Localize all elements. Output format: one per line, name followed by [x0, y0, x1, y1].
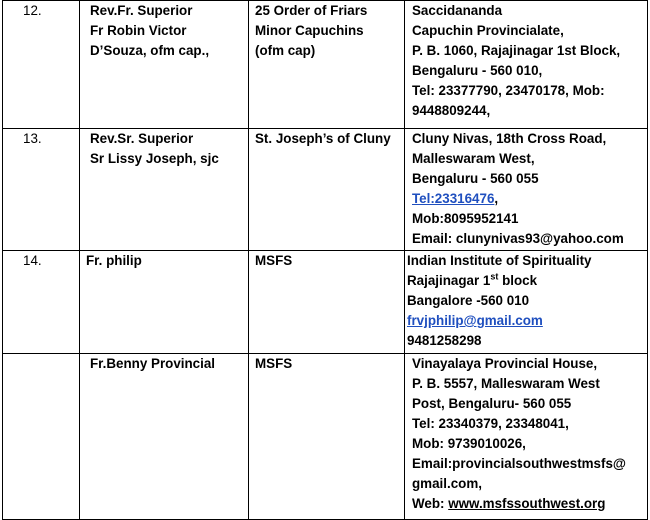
row-number: 14.	[3, 251, 80, 354]
contact-name-cell	[80, 354, 249, 520]
table-row	[3, 251, 648, 354]
address-line: gmail.com,	[412, 476, 482, 491]
name-line: Rev.Sr. Superior	[90, 131, 194, 146]
address-line: Tel: 23377790, 23470178, Mob:	[412, 83, 605, 98]
address-line: Capuchin Provincialate,	[412, 23, 564, 38]
name-line: Fr.Benny Provincial	[90, 356, 216, 371]
email-link[interactable]: frvjphilip@gmail.com	[407, 313, 543, 328]
address-cell	[405, 251, 648, 354]
order-line: St. Joseph’s of Cluny	[255, 131, 391, 146]
address-line: Mob:8095952141	[412, 211, 519, 226]
table-row	[3, 129, 648, 251]
address-cell	[405, 129, 648, 251]
contact-name-cell	[80, 251, 249, 354]
phone-link[interactable]: Tel:23316476	[412, 191, 495, 206]
address-line: P. B. 1060, Rajajinagar 1st Block,	[412, 43, 621, 58]
address-line: Email:provincialsouthwestmsfs@	[412, 456, 626, 471]
address-line: Tel: 23340379, 23348041,	[412, 416, 569, 431]
web-line: Web: www.msfssouthwest.org	[412, 496, 606, 511]
phone-line: Tel:23316476,	[412, 191, 499, 206]
address-line: Rajajinagar 1st block	[407, 271, 538, 288]
address-line: Malleswaram West,	[412, 151, 535, 166]
name-line: Sr Lissy Joseph, sjc	[90, 151, 219, 166]
address-cell	[405, 1, 648, 129]
address-line: Email: clunynivas93@yahoo.com	[412, 231, 624, 246]
order-line: MSFS	[255, 356, 293, 371]
order-line: Minor Capuchins	[255, 23, 364, 38]
address-line: Post, Bengaluru- 560 055	[412, 396, 572, 411]
row-number	[3, 354, 80, 520]
address-line: Bengaluru - 560 010,	[412, 63, 543, 78]
order-line: MSFS	[255, 253, 293, 268]
order-cell	[249, 354, 405, 520]
contact-name-cell	[80, 129, 249, 251]
address-cell	[405, 354, 648, 520]
name-line: Rev.Fr. Superior	[90, 3, 193, 18]
name-line: D’Souza, ofm cap.,	[90, 43, 210, 58]
address-line: Vinayalaya Provincial House,	[412, 356, 598, 371]
address-line: Cluny Nivas, 18th Cross Road,	[412, 131, 607, 146]
address-line: P. B. 5557, Malleswaram West	[412, 376, 600, 391]
contacts-table	[2, 0, 648, 520]
name-line: Fr Robin Victor	[90, 23, 187, 38]
address-line: 9481258298	[407, 333, 482, 348]
address-line: Bengaluru - 560 055	[412, 171, 539, 186]
address-line: Indian Institute of Spirituality	[407, 253, 592, 268]
order-cell	[249, 251, 405, 354]
table-row	[3, 354, 648, 520]
address-line: Saccidananda	[412, 3, 503, 18]
address-line: 9448809244,	[412, 103, 491, 118]
email-line	[407, 311, 647, 331]
website-link[interactable]: www.msfssouthwest.org	[448, 496, 606, 511]
table-row	[3, 1, 648, 129]
order-cell	[249, 129, 405, 251]
row-number: 13.	[3, 129, 80, 251]
address-line: Bangalore -560 010	[407, 293, 530, 308]
order-cell	[249, 1, 405, 129]
address-line: Mob: 9739010026,	[412, 436, 526, 451]
row-number: 12.	[3, 1, 80, 129]
contact-name-cell	[80, 1, 249, 129]
order-line: (ofm cap)	[255, 43, 316, 58]
order-line: 25 Order of Friars	[255, 3, 368, 18]
name-line: Fr. philip	[86, 253, 142, 268]
